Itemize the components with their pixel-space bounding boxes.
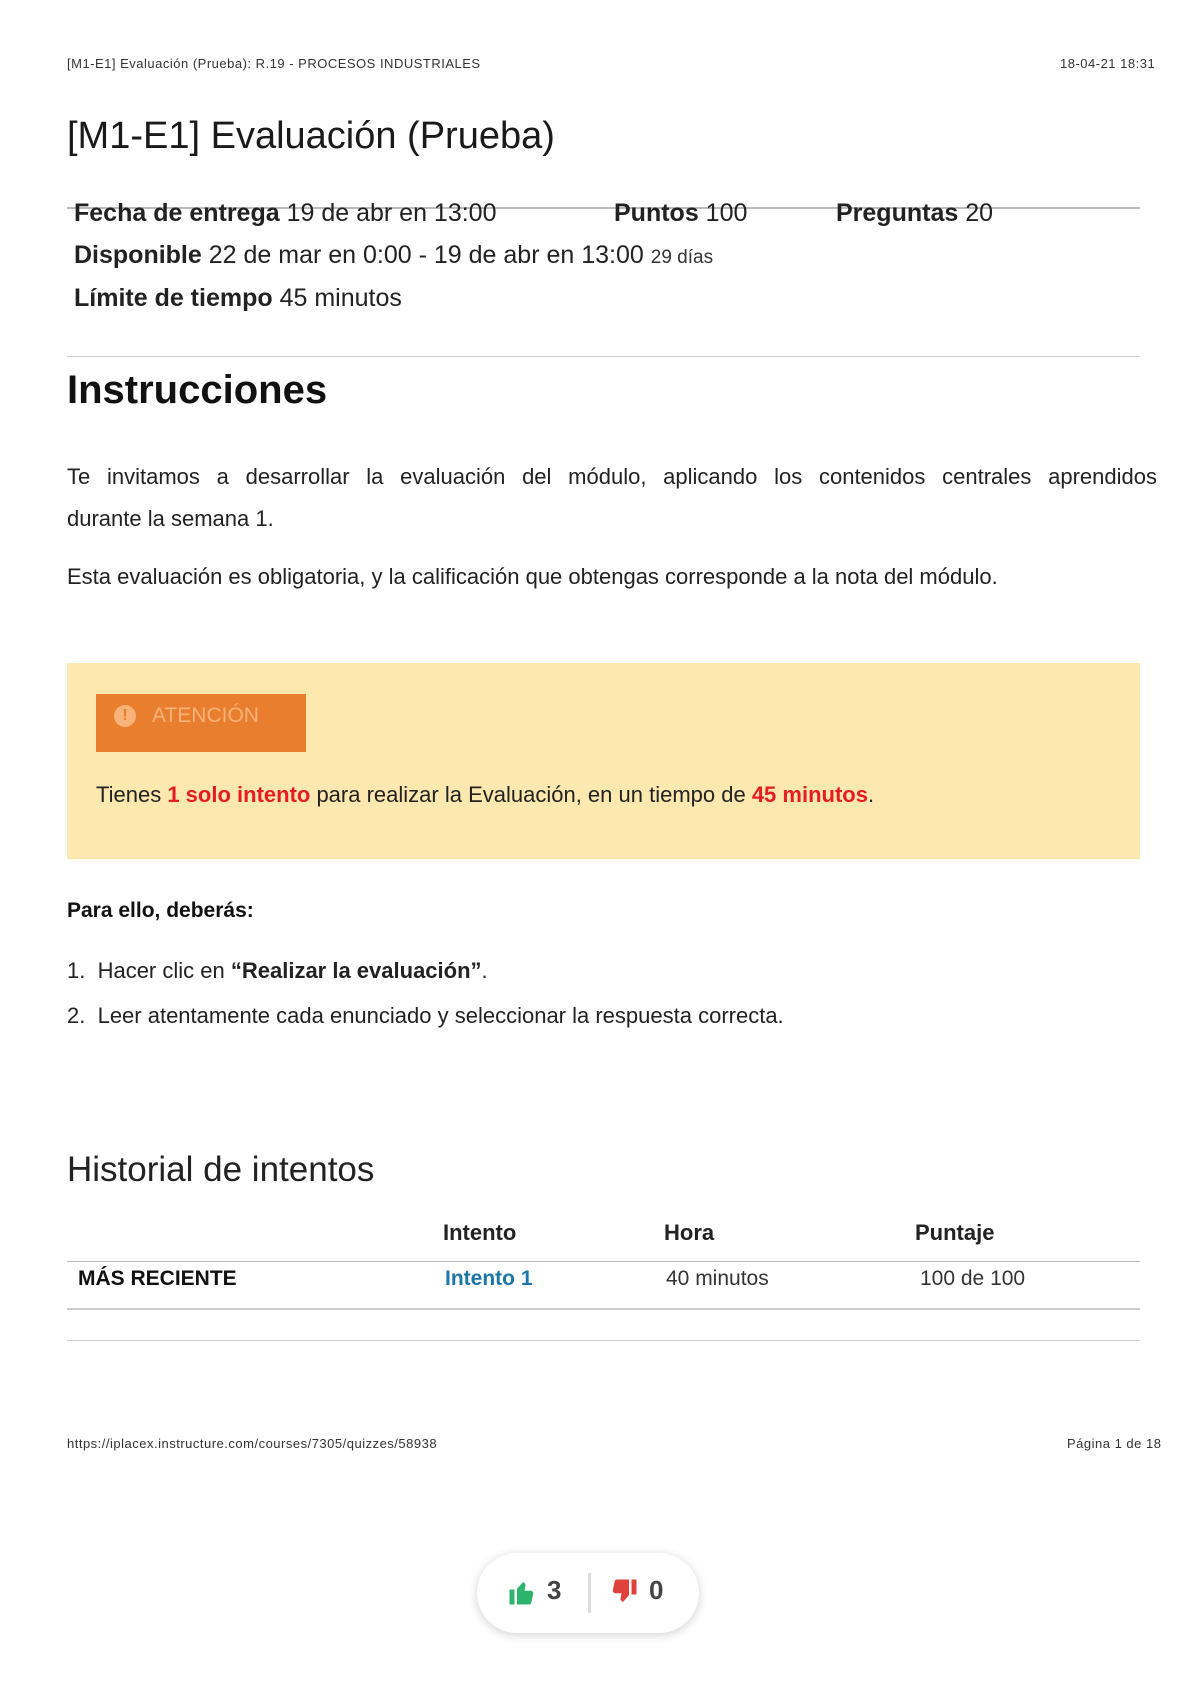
time-limit-label: Límite de tiempo [74,284,273,312]
thumbs-up-icon[interactable] [507,1577,537,1612]
section-divider [67,1340,1140,1341]
section-divider [67,356,1140,357]
downvote-count: 0 [649,1575,664,1605]
step-2-text: Leer atentamente cada enunciado y seleccionar la respuesta correcta. [97,1003,784,1028]
attention-text [96,782,874,808]
attempt-time: 40 minutos [666,1267,769,1290]
step-1-post: . [481,958,488,983]
thumbs-down-icon[interactable] [609,1577,639,1612]
list-item [67,1003,784,1029]
page-title: [M1-E1] Evaluación (Prueba) [67,115,555,157]
vote-widget [477,1553,699,1633]
instructions-paragraph-1-line-2: durante la semana 1. [67,506,274,531]
instructions-heading: Instrucciones [67,368,328,412]
attention-badge [96,694,306,752]
table-bottom-divider [67,1308,1140,1310]
exclamation-icon: ! [114,705,136,727]
table-header-divider [67,1261,1140,1262]
list-number: 1. [67,958,98,983]
list-item [67,958,488,984]
attention-text-post: . [867,782,875,807]
history-heading: Historial de intentos [67,1150,375,1189]
attention-text-pre: Tienes [96,782,168,807]
document-header-timestamp: 18-04-21 18:31 [1060,56,1156,71]
questions-value: 20 [965,199,994,227]
questions-label: Preguntas [836,199,959,227]
attempt-link[interactable]: Intento 1 [445,1267,533,1290]
availability-days: 29 días [650,247,714,268]
time-limit-field [74,284,402,313]
attention-emphasis-attempts: 1 solo intento [167,782,311,807]
due-date-field [74,199,497,228]
points-value: 100 [705,199,748,227]
points-label: Puntos [614,199,699,227]
due-date-value: 19 de abr en 13:00 [286,199,497,227]
step-1-bold: “Realizar la evaluación” [230,958,482,983]
attention-badge-label: ATENCIÓN [152,704,259,727]
attention-emphasis-time: 45 minutos [751,782,868,807]
attention-text-mid: para realizar la Evaluación, en un tiempo de [310,782,752,807]
instructions-paragraph-1-line-1: Te invitamos a desarrollar la evaluación del módulo, aplicando los contenidos centrales aprendidos [67,464,1157,489]
list-number: 2. [67,1003,98,1028]
column-header-attempt: Intento [443,1220,517,1245]
footer-page-number: Página 1 de 18 [1067,1436,1162,1451]
availability-field [74,241,713,270]
upvote-count: 3 [547,1575,562,1605]
points-field [614,199,747,228]
due-date-label: Fecha de entrega [74,199,280,227]
attention-callout [67,663,1140,859]
footer-url: https://iplacex.instructure.com/courses/7305/quizzes/58938 [67,1436,438,1451]
availability-value: 22 de mar en 0:00 - 19 de abr en 13:00 [208,241,644,269]
table-row [78,1267,1128,1307]
column-header-time: Hora [664,1220,715,1245]
row-label: MÁS RECIENTE [78,1267,237,1290]
vote-separator [588,1573,591,1613]
instructions-paragraph-2: Esta evaluación es obligatoria, y la calificación que obtengas corresponde a la nota del módulo. [67,564,998,589]
questions-field [836,199,993,228]
availability-label: Disponible [74,241,202,269]
step-1-pre: Hacer clic en [97,958,231,983]
steps-heading: Para ello, deberás: [67,899,254,922]
time-limit-value: 45 minutos [279,284,402,312]
document-header-title: [M1-E1] Evaluación (Prueba): R.19 - PROCESOS INDUSTRIALES [67,56,481,71]
column-header-score: Puntaje [915,1220,995,1245]
attempt-score: 100 de 100 [920,1267,1026,1290]
